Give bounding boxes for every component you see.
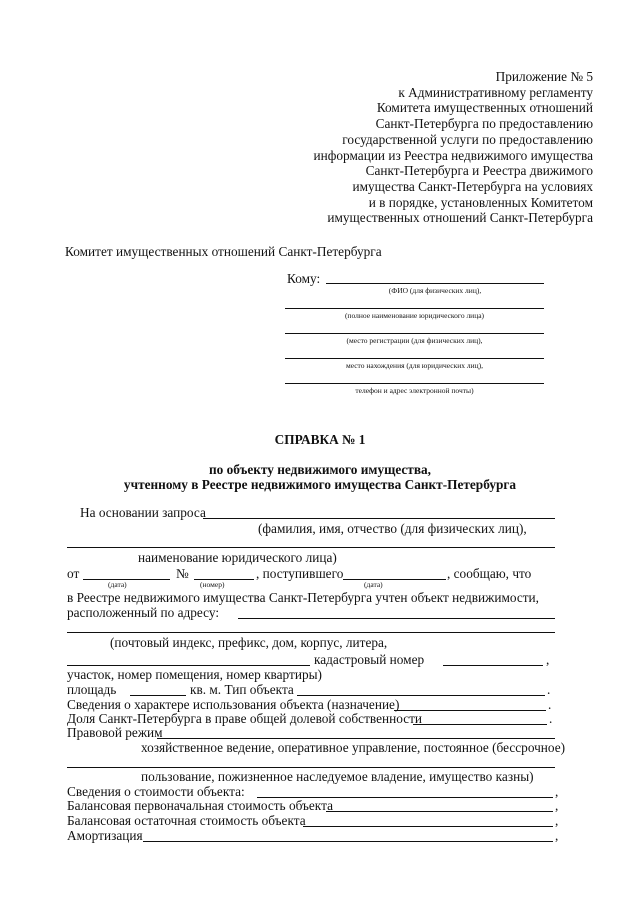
caption-date: (дата) (108, 580, 127, 589)
received-date-line (343, 579, 446, 580)
doc-subtitle-2: учтенному в Реестре недвижимого имущества Санкт-Петербурга (123, 477, 517, 492)
address-line-3 (67, 665, 310, 666)
address-line-2 (67, 632, 555, 633)
usage-label: Сведения о характере использования объекта (назначение) (67, 697, 400, 712)
address-line-1 (238, 618, 555, 619)
recipient-reg-line (285, 333, 544, 334)
registry-line-2: расположенный по адресу: (67, 605, 220, 620)
share-period: . (549, 711, 553, 726)
residual-cost-line (303, 826, 553, 827)
fio-line (67, 547, 555, 548)
caption-date-2: (дата) (364, 580, 383, 589)
area-line (130, 695, 186, 696)
regime-line-2 (67, 767, 555, 768)
cost-comma: , (555, 784, 559, 799)
registry-line-1: в Реестре недвижимого имущества Санкт-Петербурга учтен объект недвижимости, (67, 590, 539, 605)
appendix-line: имущества Санкт-Петербурга на условиях (352, 178, 593, 194)
regime-label: Правовой режим (67, 725, 163, 740)
regime-hint-2: пользование, пожизненное наследуемое владение, имущество казны) (141, 769, 534, 784)
recipient-loc-line (285, 358, 544, 359)
recipient-fio-line (326, 283, 544, 284)
appendix-block (314, 69, 593, 226)
object-type-period: . (547, 682, 551, 697)
inform-label: , сообщаю, что (447, 566, 532, 581)
regime-line (157, 738, 555, 739)
basis-line (203, 518, 555, 519)
appendix-line: имущественных отношений Санкт-Петербурга (327, 210, 593, 226)
initial-cost-line (326, 811, 553, 812)
amortization-label: Амортизация (67, 828, 143, 843)
issuer-name: Комитет имущественных отношений Санкт-Петербурга (65, 244, 382, 259)
appendix-line: информации из Реестра недвижимого имущества (313, 147, 593, 163)
cadastral-label: кадастровый номер (314, 652, 425, 667)
appendix-line: Санкт-Петербурга и Реестра движимого (365, 163, 593, 179)
cadastral-comma: , (546, 652, 550, 667)
recipient-caption-fio: (ФИО (для физических лиц), (388, 286, 482, 295)
basis-label: На основании запроса (80, 505, 206, 520)
parcel-hint: участок, номер помещения, номер квартиры) (67, 667, 322, 682)
amortization-line (143, 841, 553, 842)
legal-hint: наименование юридического лица) (138, 550, 337, 565)
fio-hint: (фамилия, имя, отчество (для физических лиц), (258, 521, 527, 536)
regime-hint-1: хозяйственное ведение, оперативное управление, постоянное (бессрочное) (141, 740, 566, 755)
amortization-comma: , (555, 828, 559, 843)
appendix-line: Приложение № 5 (495, 69, 593, 84)
recipient-caption-reg: (место регистрации (для физических лиц), (346, 336, 483, 345)
recipient-contact-line (285, 383, 544, 384)
appendix-line: к Административному регламенту (398, 84, 593, 100)
appendix-line: Комитета имущественных отношений (376, 100, 593, 116)
recipient-label: Кому: (287, 271, 321, 286)
residual-cost-label: Балансовая остаточная стоимость объекта (67, 813, 306, 828)
recipient-caption-org: (полное наименование юридического лица) (344, 311, 485, 320)
share-label: Доля Санкт-Петербурга в праве общей долевой собственности (67, 711, 423, 726)
address-hint: (почтовый индекс, префикс, дом, корпус, литера, (110, 635, 388, 650)
cadastral-line (443, 665, 543, 666)
recipient-org-line (285, 308, 544, 309)
appendix-line: Санкт-Петербурга по предоставлению (375, 116, 593, 132)
doc-subtitle-1: по объекту недвижимого имущества, (209, 462, 431, 477)
from-label: от (67, 566, 80, 581)
received-label: , поступившего (256, 566, 344, 581)
appendix-line: и в порядке, установленных Комитетом (368, 194, 593, 210)
initial-cost-label: Балансовая первоначальная стоимость объекта (67, 798, 333, 813)
usage-period: . (548, 697, 552, 712)
object-type-line (297, 695, 545, 696)
number-sign: № (176, 566, 189, 581)
share-line (413, 724, 547, 725)
area-label: площадь (67, 682, 117, 697)
recipient-caption-contact: телефон и адрес электронной почты) (355, 386, 474, 395)
doc-heading: СПРАВКА № 1 (274, 432, 366, 447)
cost-label: Сведения о стоимости объекта: (67, 784, 245, 799)
initial-cost-comma: , (555, 798, 559, 813)
appendix-line: государственной услуги по предоставлению (342, 131, 593, 147)
recipient-caption-loc: место нахождения (для юридических лиц), (345, 361, 484, 370)
caption-number: (номер) (200, 580, 225, 589)
residual-cost-comma: , (555, 813, 559, 828)
area-unit-label: кв. м. Тип объекта (190, 682, 294, 697)
